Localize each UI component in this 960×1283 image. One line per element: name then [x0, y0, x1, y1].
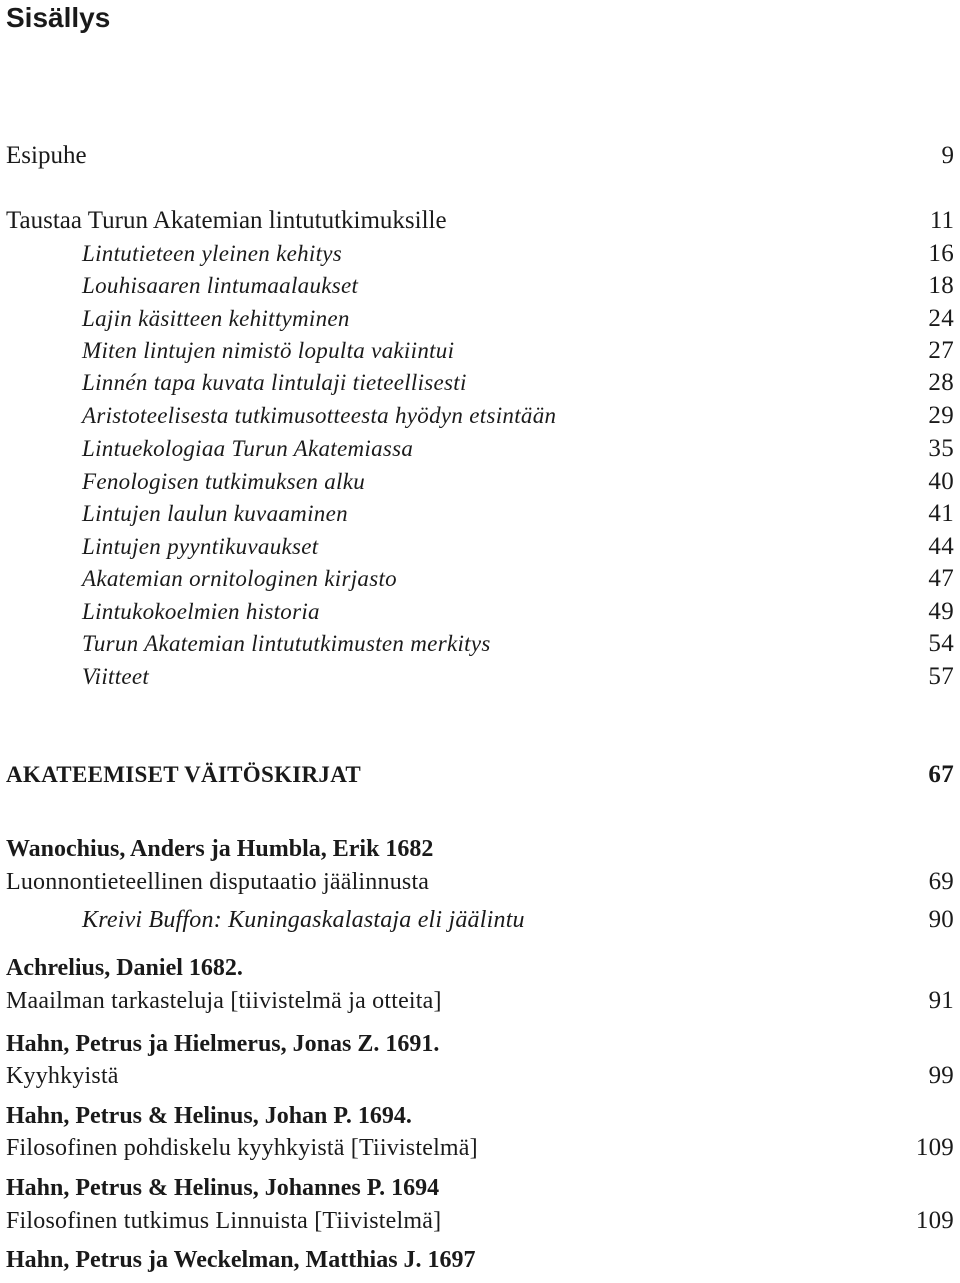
toc-subsection-page: 49	[928, 598, 954, 625]
dissertation-work-page: 91	[928, 987, 954, 1014]
toc-entry-page: 11	[929, 207, 954, 234]
dissertation-essay-title: Kreivi Buffon: Kuningaskalastaja eli jäälintu	[82, 907, 525, 933]
toc-subsection[interactable]	[82, 597, 954, 627]
toc-subsection[interactable]	[82, 629, 954, 659]
dissertation-work-title: Filosofinen tutkimus Linnuista [Tiivistelmä]	[6, 1208, 442, 1234]
dissertation-work-title: Luonnontieteellinen disputaatio jäälinnusta	[6, 869, 430, 895]
toc-subsection-title: Lintuekologiaa Turun Akatemiassa	[82, 436, 414, 461]
toc-subsection-title: Lintujen laulun kuvaaminen	[82, 501, 348, 526]
dissertation-author: Hahn, Petrus ja Hielmerus, Jonas Z. 1691.	[6, 1031, 440, 1057]
toc-subsection-title: Linnén tapa kuvata lintulaji tieteellisesti	[82, 370, 467, 395]
toc-subsection-page: 18	[928, 272, 954, 299]
toc-subsection-title: Louhisaaren lintumaalaukset	[82, 273, 359, 298]
toc-subsection-page: 24	[928, 305, 954, 332]
dissertation-author: Achrelius, Daniel 1682.	[6, 955, 243, 981]
toc-subsection-title: Lintutieteen yleinen kehitys	[82, 241, 343, 266]
toc-entry-title: Taustaa Turun Akatemian lintututkimuksille	[6, 207, 447, 234]
dissertation-work[interactable]	[6, 1206, 954, 1236]
toc-subsection-title: Aristoteelisesta tutkimusotteesta hyödyn etsintään	[82, 403, 557, 428]
dissertation-work[interactable]	[6, 867, 954, 897]
toc-subsection-title: Turun Akatemian lintututkimusten merkitys	[82, 631, 491, 656]
dissertation-author: Hahn, Petrus & Helinus, Johan P. 1694.	[6, 1103, 412, 1129]
dissertation-work-page: 109	[915, 1134, 954, 1161]
dissertation-work-page: 99	[928, 1062, 954, 1089]
toc-subsection[interactable]	[82, 564, 954, 594]
toc-subsection-title: Fenologisen tutkimuksen alku	[82, 469, 366, 494]
toc-entry-title: AKATEEMISET VÄITÖSKIRJAT	[6, 762, 362, 787]
toc-subsection[interactable]	[82, 304, 954, 334]
toc-subsection[interactable]	[82, 239, 954, 269]
toc-subsection-page: 47	[928, 565, 954, 592]
toc-subsection-title: Lajin käsitteen kehittyminen	[82, 306, 350, 331]
dissertation-essay[interactable]	[82, 905, 954, 935]
toc-entry-background[interactable]	[6, 206, 954, 236]
toc-subsection-title: Akatemian ornitologinen kirjasto	[82, 566, 397, 591]
dissertation-work-title: Maailman tarkasteluja [tiivistelmä ja otteita]	[6, 988, 442, 1014]
page-title: Sisällys	[6, 2, 111, 33]
toc-subsection[interactable]	[82, 662, 954, 692]
toc-subsection-page: 28	[928, 369, 954, 396]
toc-subsection-page: 40	[928, 468, 954, 495]
dissertation-essay-page: 90	[928, 906, 954, 933]
dissertation-work-page: 69	[928, 868, 954, 895]
toc-subsection[interactable]	[82, 336, 954, 366]
toc-subsection-page: 27	[928, 337, 954, 364]
dissertation-work[interactable]	[6, 1061, 954, 1091]
dissertation-author: Hahn, Petrus ja Weckelman, Matthias J. 1697	[6, 1247, 476, 1273]
toc-subsection-title: Lintujen pyyntikuvaukset	[82, 534, 319, 559]
toc-subsection[interactable]	[82, 532, 954, 562]
toc-subsection[interactable]	[82, 271, 954, 301]
toc-entry-title: Esipuhe	[6, 142, 87, 169]
toc-entry-page: 9	[941, 142, 954, 169]
toc-entry-preface[interactable]	[6, 141, 954, 171]
toc-entry-page: 67	[928, 761, 954, 788]
toc-subsection-page: 41	[928, 500, 954, 527]
toc-subsection-page: 54	[928, 630, 954, 657]
dissertation-work[interactable]	[6, 1133, 954, 1163]
toc-subsection-page: 57	[928, 663, 954, 690]
toc-subsection-title: Lintukokoelmien historia	[82, 599, 320, 624]
dissertation-work[interactable]	[6, 986, 954, 1016]
toc-subsection[interactable]	[82, 368, 954, 398]
toc-subsection[interactable]	[82, 401, 954, 431]
toc-entry-dissertations[interactable]	[6, 760, 954, 790]
dissertation-work-title: Filosofinen pohdiskelu kyyhkyistä [Tiivistelmä]	[6, 1135, 478, 1161]
dissertation-work-title: Kyyhkyistä	[6, 1063, 119, 1089]
toc-subsection-page: 44	[928, 533, 954, 560]
toc-subsection-title: Miten lintujen nimistö lopulta vakiintui	[82, 338, 455, 363]
toc-subsection-page: 35	[928, 435, 954, 462]
dissertation-author: Hahn, Petrus & Helinus, Johannes P. 1694	[6, 1175, 440, 1201]
dissertation-author: Wanochius, Anders ja Humbla, Erik 1682	[6, 836, 434, 862]
toc-subsection-page: 16	[928, 240, 954, 267]
toc-subsection-title: Viitteet	[82, 664, 150, 689]
toc-subsection[interactable]	[82, 434, 954, 464]
toc-subsection[interactable]	[82, 499, 954, 529]
toc-subsection[interactable]	[82, 467, 954, 497]
dissertation-work-page: 109	[915, 1207, 954, 1234]
toc-subsection-page: 29	[928, 402, 954, 429]
